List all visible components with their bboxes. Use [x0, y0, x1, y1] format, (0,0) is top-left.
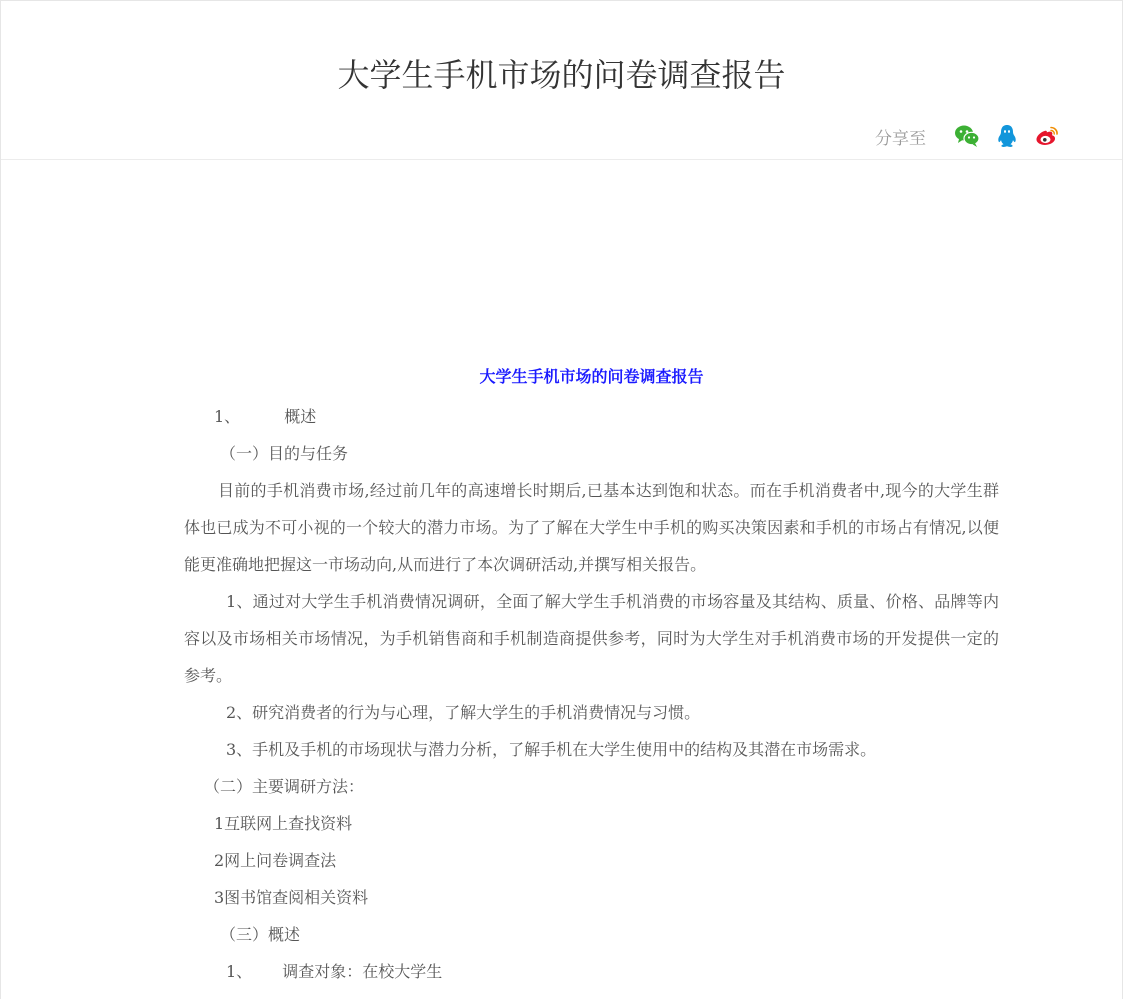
paragraph-text: 目前的手机消费市场,经过前几年的高速增长时期后,已基本达到饱和状态。而在手机消费者中,现今的大学生群体也已成为不可小视的一个较大的潜力市场。为了了解在大学生中手机的购买决策因素和手机的市场占有情况,以便能更准确地把握这一市场动向,从而进行了本次调研活动,并撰写相关报告。: [184, 481, 999, 574]
list-item: [184, 953, 999, 990]
section-heading: [184, 398, 999, 435]
list-number: 1、: [226, 962, 253, 981]
list-item: 3图书馆查阅相关资料: [214, 888, 369, 907]
share-label: 分享至: [875, 128, 926, 149]
paragraph-text: 1、通过对大学生手机消费情况调研，全面了解大学生手机消费的市场容量及其结构、质量、价格、品牌等内容以及市场相关市场情况，为手机销售商和手机制造商提供参考，同时为大学生对手机消费市场的开发提供一定的参考。: [184, 592, 999, 685]
section-number: 1、: [214, 407, 241, 426]
paragraph: [184, 583, 999, 694]
weibo-icon[interactable]: [1034, 123, 1060, 149]
paragraph: [184, 472, 999, 583]
page-header: [1, 1, 1122, 160]
qq-icon[interactable]: [994, 123, 1020, 149]
list-item: 2、研究消费者的行为与心理，了解大学生的手机消费情况与习惯。: [226, 703, 701, 722]
wechat-icon[interactable]: [954, 123, 980, 149]
list-item: 2网上问卷调查法: [214, 851, 337, 870]
blank-ad-area: [1, 160, 1122, 360]
list-item: 1互联网上查找资料: [214, 814, 353, 833]
section-title: 概述: [284, 407, 317, 426]
subsection-heading: （二）主要调研方法：: [204, 777, 365, 796]
share-bar: [875, 121, 1060, 151]
subsection-heading: （一）目的与任务: [220, 444, 349, 463]
page-title: 大学生手机市场的问卷调查报告: [337, 56, 786, 94]
list-item: 3、手机及手机的市场现状与潜力分析，了解手机在大学生使用中的结构及其潜在市场需求。: [226, 740, 877, 759]
article-body: [184, 362, 999, 990]
subsection-heading: （三）概述: [220, 925, 301, 944]
article-title: 大学生手机市场的问卷调查报告: [479, 367, 704, 386]
list-text: 调查对象：在校大学生: [282, 962, 443, 981]
